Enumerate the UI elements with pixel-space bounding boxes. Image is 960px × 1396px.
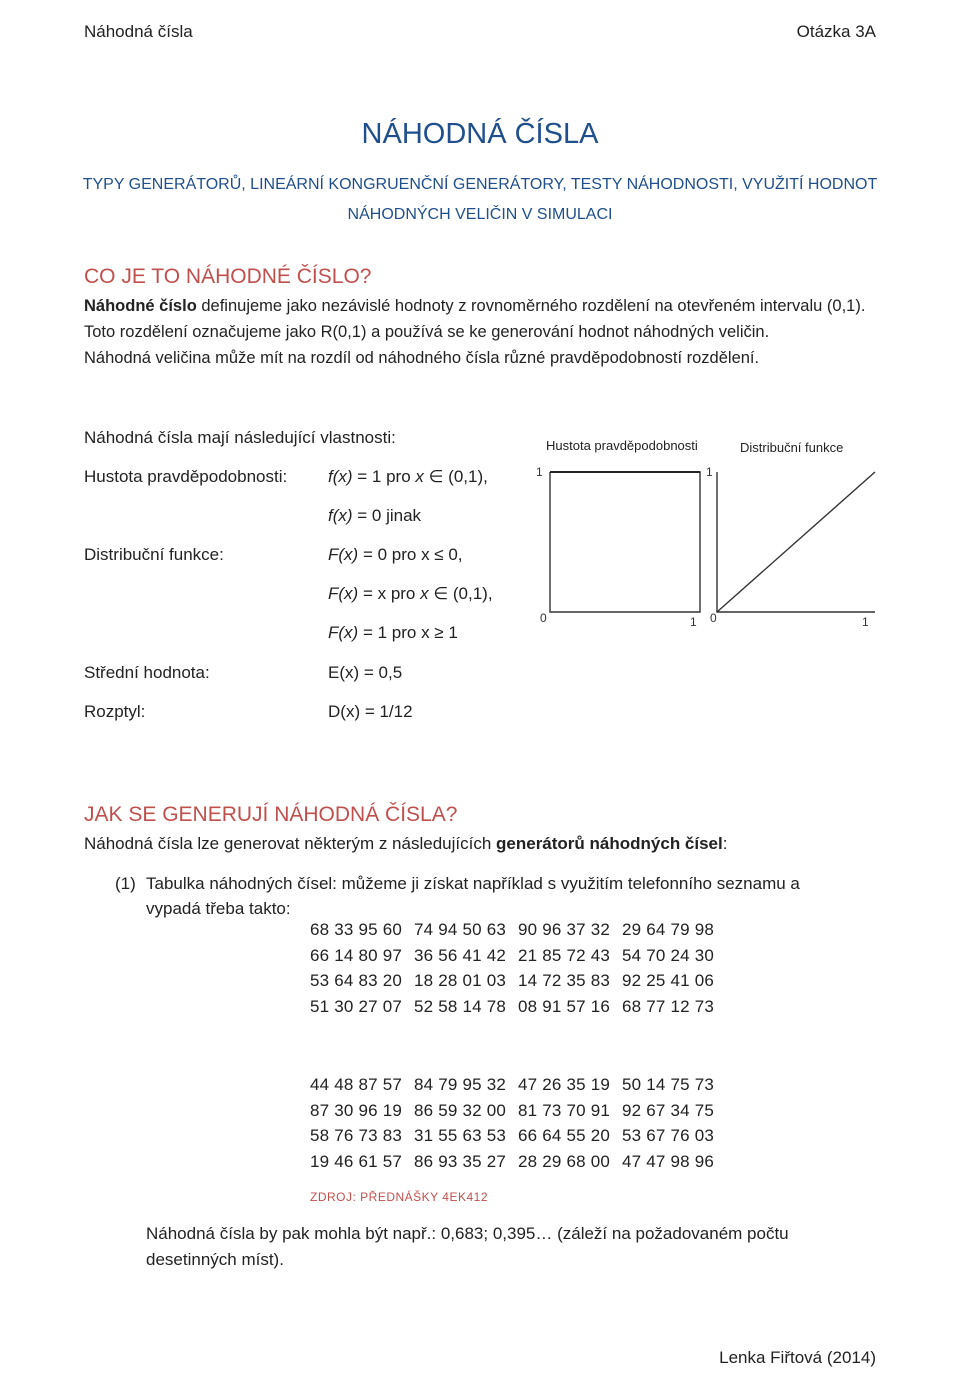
table-cell: 81 73 70 91 [518, 1100, 611, 1120]
table-cell: 58 76 73 83 [310, 1126, 403, 1145]
section2-intro [84, 834, 727, 854]
density2-rest: = 0 jinak [352, 506, 422, 525]
density-label: Hustota pravděpodobnosti: [84, 467, 288, 486]
table-cell: 19 46 61 57 [310, 1151, 403, 1171]
section2-heading: JAK SE GENERUJÍ NÁHODNÁ ČÍSLA? [84, 803, 458, 826]
table-cell: 21 85 72 43 [518, 945, 611, 965]
table-cell: 54 70 24 30 [622, 945, 715, 965]
intro-text: definujeme jako nezávislé hodnoty z rovnoměrného rozdělení na otevřeném intervalu (0,1). Toto rozdělení označujeme jako R(0,1) a používá se ke generování hodnot náhodných veličin. [84, 297, 866, 341]
density-interval: ∈ (0,1), [423, 467, 488, 486]
section2-intro-text: Náhodná čísla lze generovat některým z následujících [84, 834, 497, 853]
page-title: NÁHODNÁ ČÍSLA [361, 118, 599, 150]
table-cell: 50 14 75 73 [622, 1075, 715, 1094]
table-cell: 44 48 87 57 [310, 1075, 403, 1094]
cdf2-eq: = x pro [358, 584, 421, 603]
cdf3-rest: = 1 pro x ≥ 1 [358, 623, 458, 642]
cdf-y1-label: 1 [706, 465, 713, 479]
table-cell: 51 30 27 07 [310, 996, 403, 1016]
density2-fx: f(x) [328, 506, 353, 525]
table-cell: 47 47 98 96 [622, 1151, 715, 1171]
table-cell: 92 67 34 75 [622, 1100, 715, 1120]
table-cell: 87 30 96 19 [310, 1100, 403, 1120]
table-cell: 47 26 35 19 [518, 1075, 611, 1094]
cdf2-interval: ∈ (0,1), [428, 584, 493, 603]
table-cell: 31 55 63 53 [414, 1126, 507, 1145]
footer-author: Lenka Fiřtová (2014) [719, 1348, 876, 1367]
table-cell: 92 25 41 06 [622, 971, 715, 990]
table-cell: 28 29 68 00 [518, 1151, 611, 1171]
density-fx: f(x) [328, 467, 353, 486]
table-cell: 36 56 41 42 [414, 945, 507, 965]
cdf2-x: x [420, 584, 429, 603]
table-cell: 68 33 95 60 [310, 920, 403, 939]
variance-label: Rozptyl: [84, 702, 146, 721]
section2-intro-bold: generátorů náhodných čísel [496, 834, 723, 853]
density-x: x [415, 467, 424, 486]
header-left: Náhodná čísla [84, 22, 193, 41]
section2-intro-end: : [722, 834, 728, 853]
table-cell: 74 94 50 63 [414, 920, 507, 939]
table-cell: 86 59 32 00 [414, 1100, 507, 1120]
variance-value: D(x) = 1/12 [328, 702, 413, 721]
cdf-line-2 [328, 584, 493, 604]
subtitle-line-2: NÁHODNÝCH VELIČIN V SIMULACI [347, 206, 613, 223]
cdf-line-1 [328, 545, 463, 565]
uniform-distribution-figure [530, 432, 890, 642]
mean-label: Střední hodnota: [84, 663, 210, 682]
density-plot-title: Hustota pravděpodobnosti [546, 438, 698, 453]
section1-heading: CO JE TO NÁHODNÉ ČÍSLO? [84, 265, 372, 288]
density-eq: = 1 pro [352, 467, 416, 486]
table-cell: 14 72 35 83 [518, 971, 611, 990]
header-right: Otázka 3A [796, 22, 876, 41]
density-line-1 [328, 467, 488, 487]
props-intro: Náhodná čísla mají následující vlastnosti: [84, 428, 396, 447]
table-cell: 52 58 14 78 [414, 996, 507, 1016]
table-cell: 68 77 12 73 [622, 996, 715, 1016]
section1-line3: Náhodná veličina může mít na rozdíl od náhodného čísla různé pravděpodobností rozdělení. [84, 349, 760, 367]
cdf-x0-label: 0 [710, 611, 717, 625]
cdf-x1-label: 1 [862, 615, 869, 629]
table-cell: 90 96 37 32 [518, 920, 611, 939]
cdf-plot-line [717, 472, 875, 612]
cdf-plot-title: Distribuční funkce [740, 440, 844, 455]
table-cell: 66 14 80 97 [310, 945, 403, 965]
mean-value: E(x) = 0,5 [328, 663, 403, 682]
cdf2-Fx: F(x) [328, 584, 359, 603]
conclusion-line-2: desetinných míst). [146, 1250, 284, 1269]
table-cell: 18 28 01 03 [414, 971, 507, 990]
density-line-2 [328, 506, 421, 526]
table-cell: 08 91 57 16 [518, 996, 611, 1016]
section1-intro [84, 293, 884, 345]
density-y1-label: 1 [536, 465, 543, 479]
table-cell: 66 64 55 20 [518, 1126, 611, 1145]
list-item-line-1: Tabulka náhodných čísel: můžeme ji získat například s využitím telefonního seznamu a [146, 874, 800, 893]
source-note: ZDROJ: PŘEDNÁŠKY 4EK412 [310, 1190, 489, 1204]
density-plot-frame [550, 472, 700, 612]
table-cell: 29 64 79 98 [622, 920, 715, 939]
page-subtitle [60, 170, 900, 230]
table-cell: 53 64 83 20 [310, 971, 403, 990]
density-x0-label: 0 [540, 611, 547, 625]
intro-bold-term: Náhodné číslo [84, 297, 197, 315]
cdf1-rest: = 0 pro x ≤ 0, [358, 545, 463, 564]
table-cell: 86 93 35 27 [414, 1151, 507, 1171]
cdf-line-3 [328, 623, 458, 643]
cdf-label: Distribuční funkce: [84, 545, 224, 564]
list-item-line-2: vypadá třeba takto: [146, 899, 291, 918]
subtitle-line-1: TYPY GENERÁTORŮ, LINEÁRNÍ KONGRUENČNÍ GENERÁTORY, TESTY NÁHODNOSTI, VYUŽITÍ HODNOT [82, 176, 878, 193]
table-cell: 84 79 95 32 [414, 1075, 507, 1094]
list-item-marker: (1) [115, 874, 136, 893]
table-cell: 53 67 76 03 [622, 1126, 715, 1145]
cdf1-Fx: F(x) [328, 545, 359, 564]
cdf3-Fx: F(x) [328, 623, 359, 642]
conclusion-line-1: Náhodná čísla by pak mohla být např.: 0,683; 0,395… (záleží na požadovaném počtu [146, 1224, 789, 1243]
density-x1-label: 1 [690, 615, 697, 629]
